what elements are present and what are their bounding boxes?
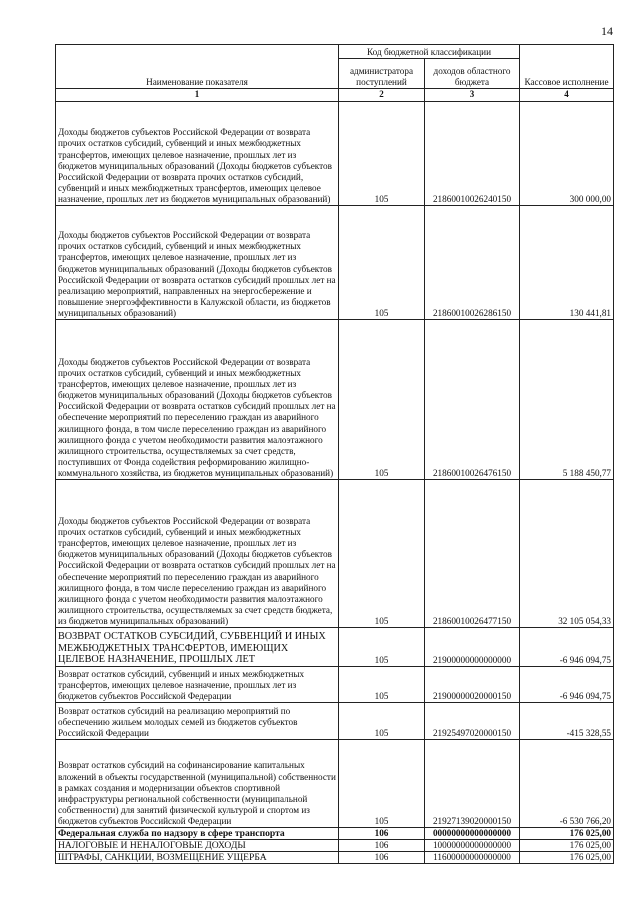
row-admin: 106 <box>339 840 425 852</box>
row-name: НАЛОГОВЫЕ И НЕНАЛОГОВЫЕ ДОХОДЫ <box>56 840 339 852</box>
row-amount: 300 000,00 <box>520 102 614 206</box>
budget-table <box>55 44 614 864</box>
row-name: ШТРАФЫ, САНКЦИИ, ВОЗМЕЩЕНИЕ УЩЕРБА <box>56 852 339 864</box>
row-name: ВОЗВРАТ ОСТАТКОВ СУБСИДИЙ, СУБВЕНЦИЙ И ИНЫХ МЕЖБЮДЖЕТНЫХ ТРАНСФЕРТОВ, ИМЕЮЩИХ ЦЕЛЕВОЕ НАЗНАЧЕНИЕ, ПРОШЛЫХ ЛЕТ <box>56 628 339 667</box>
col-number: 1 <box>56 89 339 102</box>
page-number: 14 <box>601 24 613 38</box>
table-row <box>56 206 614 320</box>
row-name: Доходы бюджетов субъектов Российской Федерации от возврата прочих остатков субсидий, субвенций и иных межбюджетных трансфертов, имеющих целевое назначение, прошлых лет из бюджетов муниципальных образований (Доходы бюджетов субъектов Российской Федерации от возврата остатков субсидий прошлых лет на обеспечение мероприятий по переселению граждан из аварийного жилищного фонда, в том числе переселению граждан из аварийного жилищного фонда с учетом необходимости развития малоэтажного жилищного строительства, осуществляемых за счет средств бюджета, из бюджетов муниципальных образований) <box>58 516 336 626</box>
row-amount: -6 946 094,75 <box>520 628 614 667</box>
table-row <box>56 852 614 864</box>
row-admin: 105 <box>339 703 425 740</box>
table-row <box>56 320 614 480</box>
header-admin: администратора поступлений <box>339 59 425 89</box>
row-code: 21900000020000150 <box>425 667 520 703</box>
row-amount: 176 025,00 <box>520 828 614 840</box>
row-admin: 105 <box>339 740 425 828</box>
row-admin: 106 <box>339 852 425 864</box>
row-amount: -6 946 094,75 <box>520 667 614 703</box>
row-admin: 105 <box>339 667 425 703</box>
row-name: Возврат остатков субсидий на реализацию мероприятий по обеспечению жильем молодых семей из бюджетов субъектов Российской Федерации <box>56 703 339 740</box>
row-code: 21927139020000150 <box>425 740 520 828</box>
header-code-group: Код бюджетной классификации <box>339 45 520 59</box>
row-name: Возврат остатков субсидий на софинансирование капитальных вложений в объекты государственной (муниципальной) собственности в рамках создания и модернизации объектов спортивной инфраструктуры региональной собственности (муниципальной собственности) для занятий физической культурой и спортом из бюджетов субъектов Российской Федерации <box>58 760 336 826</box>
row-code: 00000000000000000 <box>425 828 520 840</box>
row-code: 21900000000000000 <box>425 628 520 667</box>
row-amount: 32 105 054,33 <box>520 480 614 628</box>
row-amount: 176 025,00 <box>520 852 614 864</box>
table-row <box>56 480 614 628</box>
table-row <box>56 667 614 703</box>
row-name: Доходы бюджетов субъектов Российской Федерации от возврата прочих остатков субсидий, субвенций и иных межбюджетных трансфертов, имеющих целевое назначение, прошлых лет из бюджетов муниципальных образований (Доходы бюджетов субъектов Российской Федерации от возврата прочих остатков субсидий, субвенций и иных межбюджетных трансфертов, имеющих целевое назначение, прошлых лет из бюджетов муниципальных образований) <box>56 102 339 206</box>
table-row <box>56 628 614 667</box>
row-admin: 105 <box>339 102 425 206</box>
row-code: 21925497020000150 <box>425 703 520 740</box>
column-number-row <box>56 89 614 102</box>
row-admin: 105 <box>339 480 425 628</box>
col-number: 3 <box>425 89 520 102</box>
header-cash: Кассовое исполнение <box>520 45 614 89</box>
table-row <box>56 102 614 206</box>
row-amount: 5 188 450,77 <box>520 320 614 480</box>
col-number: 4 <box>520 89 614 102</box>
row-amount: 176 025,00 <box>520 840 614 852</box>
col-number: 2 <box>339 89 425 102</box>
row-amount: -6 530 766,20 <box>520 740 614 828</box>
table-row <box>56 840 614 852</box>
row-amount: -415 328,55 <box>520 703 614 740</box>
row-code: 21860010026476150 <box>425 320 520 480</box>
row-code: 21860010026240150 <box>425 102 520 206</box>
header-name: Наименование показателя <box>56 45 339 89</box>
table-row <box>56 703 614 740</box>
row-name: Возврат остатков субсидий, субвенций и иных межбюджетных трансфертов, имеющих целевое назначение, прошлых лет из бюджетов субъектов Российской Федерации <box>56 667 339 703</box>
row-amount: 130 441,81 <box>520 206 614 320</box>
row-name: Доходы бюджетов субъектов Российской Федерации от возврата прочих остатков субсидий, субвенций и иных межбюджетных трансфертов, имеющих целевое назначение, прошлых лет из бюджетов муниципальных образований (Доходы бюджетов субъектов Российской Федерации от возврата остатков субсидий прошлых лет на реализацию мероприятий, направленных на энергосбережение и повышение энергоэффективности в Калужской области, из бюджетов муниципальных образований) <box>58 230 336 318</box>
row-code: 11600000000000000 <box>425 852 520 864</box>
row-admin: 106 <box>339 828 425 840</box>
row-name: Федеральная служба по надзору в сфере транспорта <box>56 828 339 840</box>
row-admin: 105 <box>339 206 425 320</box>
row-name: Доходы бюджетов субъектов Российской Федерации от возврата прочих остатков субсидий, субвенций и иных межбюджетных трансфертов, имеющих целевое назначение, прошлых лет из бюджетов муниципальных образований (Доходы бюджетов субъектов Российской Федерации от возврата остатков субсидий прошлых лет на обеспечение мероприятий по переселению граждан из аварийного жилищного фонда, в том числе переселению граждан из аварийного жилищного фонда с учетом необходимости развития малоэтажного жилищного строительства, осуществляемых за счет средств, поступивших от Фонда содействия реформированию жилищно-коммунального хозяйства, из бюджетов муниципальных образований) <box>58 356 336 478</box>
table-row <box>56 740 614 828</box>
header-income: доходов областного бюджета <box>425 59 520 89</box>
row-admin: 105 <box>339 320 425 480</box>
row-code: 10000000000000000 <box>425 840 520 852</box>
row-admin: 105 <box>339 628 425 667</box>
row-code: 21860010026477150 <box>425 480 520 628</box>
row-code: 21860010026286150 <box>425 206 520 320</box>
table-row <box>56 828 614 840</box>
